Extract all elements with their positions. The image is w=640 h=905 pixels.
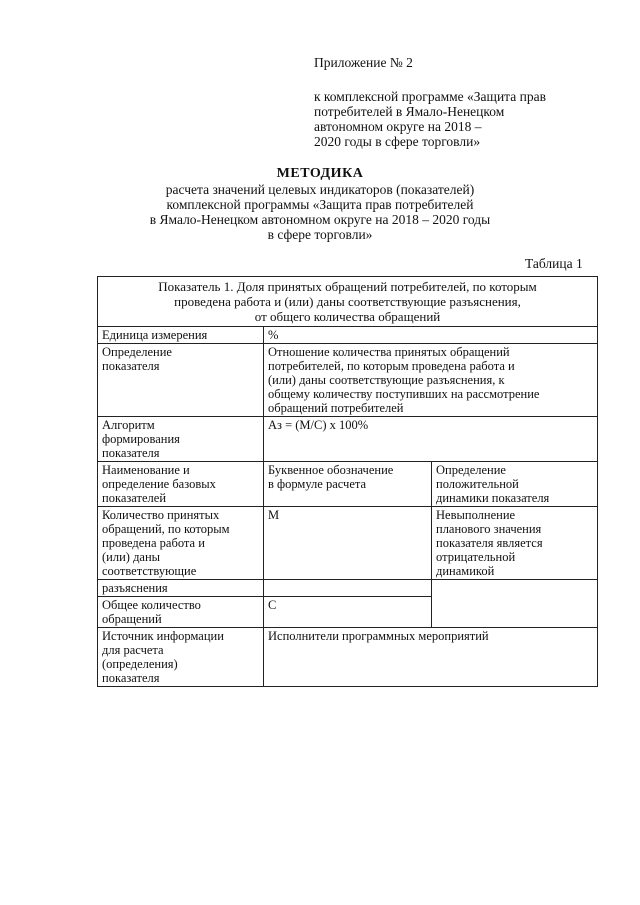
title-line: расчета значений целевых индикаторов (показателей) <box>165 182 475 197</box>
value-line: Отношение количества принятых обращений <box>268 345 510 359</box>
dynamics-header <box>432 462 598 507</box>
table-row-definition <box>98 344 598 417</box>
base-m-label-continuation: разъяснения <box>98 580 264 597</box>
label-line: проведена работа и <box>102 536 205 550</box>
value-line: (или) даны соответствующие разъяснения, к <box>268 373 505 387</box>
label-line: Определение <box>102 345 172 359</box>
label-line: Определение <box>436 463 506 477</box>
label-line: показателя <box>102 446 160 460</box>
base-m-label <box>98 507 264 580</box>
value-line: общему количеству поступивших на рассмотрение <box>268 387 540 401</box>
indicator-header-cell <box>98 277 598 327</box>
label-line: Источник информации <box>102 629 224 643</box>
base-m-dynamics <box>432 507 598 580</box>
label-line: положительной <box>436 477 519 491</box>
definition-value <box>264 344 598 417</box>
label-line: в формуле расчета <box>268 477 367 491</box>
value-line: обращений потребителей <box>268 401 404 415</box>
source-label <box>98 628 264 687</box>
table-row-base-m-continuation <box>98 580 598 597</box>
label-line: (или) даны <box>102 550 161 564</box>
algorithm-formula: Аз = (М/С) х 100% <box>264 417 598 462</box>
table-row-unit <box>98 327 598 344</box>
value-line: динамикой <box>436 564 495 578</box>
appendix-line: 2020 годы в сфере торговли» <box>314 134 481 149</box>
letter-header <box>264 462 432 507</box>
appendix-line: автономном округе на 2018 – <box>314 119 482 134</box>
appendix-caption <box>314 55 614 149</box>
value-line: планового значения <box>436 522 542 536</box>
label-line: (определения) <box>102 657 178 671</box>
value-line: показателя является <box>436 536 543 550</box>
base-name-header <box>98 462 264 507</box>
value-line: Невыполнение <box>436 508 516 522</box>
table-row-source <box>98 628 598 687</box>
base-c-letter: С <box>264 597 432 628</box>
title-line: комплексной программы «Защита прав потребителей <box>166 197 474 212</box>
indicator-table <box>97 276 598 687</box>
label-line: Количество принятых <box>102 508 220 522</box>
label-line: Буквенное обозначение <box>268 463 394 477</box>
appendix-reference <box>314 89 614 149</box>
appendix-line: к комплексной программе «Защита прав <box>314 89 546 104</box>
document-title <box>0 166 640 242</box>
table-label: Таблица 1 <box>525 256 583 271</box>
label-line: Алгоритм <box>102 418 155 432</box>
label-line: Общее количество <box>102 598 201 612</box>
empty-cell <box>432 580 598 628</box>
label-line: обращений <box>102 612 162 626</box>
table-row-algorithm <box>98 417 598 462</box>
table-row-base-header <box>98 462 598 507</box>
title-heading: МЕТОДИКА <box>276 166 364 181</box>
value-line: отрицательной <box>436 550 516 564</box>
label-line: обращений, по которым <box>102 522 230 536</box>
label-line: показателей <box>102 491 167 505</box>
label-line: показателя <box>102 671 160 685</box>
header-line: от общего количества обращений <box>254 309 441 324</box>
label-line: определение базовых <box>102 477 216 491</box>
base-m-letter: М <box>264 507 432 580</box>
value-line: потребителей, по которым проведена работа и <box>268 359 515 373</box>
label-line: формирования <box>102 432 180 446</box>
source-value: Исполнители программных мероприятий <box>264 628 598 687</box>
label-line: Наименование и <box>102 463 190 477</box>
label-line: показателя <box>102 359 160 373</box>
title-line: в сфере торговли» <box>267 227 373 242</box>
label-line: соответствующие <box>102 564 197 578</box>
table-row-base-m <box>98 507 598 580</box>
unit-label: Единица измерения <box>98 327 264 344</box>
empty-cell <box>264 580 432 597</box>
appendix-number: Приложение № 2 <box>314 55 413 70</box>
algorithm-label <box>98 417 264 462</box>
definition-label <box>98 344 264 417</box>
appendix-line: потребителей в Ямало-Ненецком <box>314 104 505 119</box>
title-line: в Ямало-Ненецком автономном округе на 2018 – 2020 годы <box>149 212 491 227</box>
label-line: динамики показателя <box>436 491 550 505</box>
base-c-label <box>98 597 264 628</box>
header-line: проведена работа и (или) даны соответствующие разъяснения, <box>174 294 521 309</box>
unit-value: % <box>264 327 598 344</box>
table-header-row <box>98 277 598 327</box>
label-line: для расчета <box>102 643 164 657</box>
header-line: Показатель 1. Доля принятых обращений потребителей, по которым <box>158 279 537 294</box>
